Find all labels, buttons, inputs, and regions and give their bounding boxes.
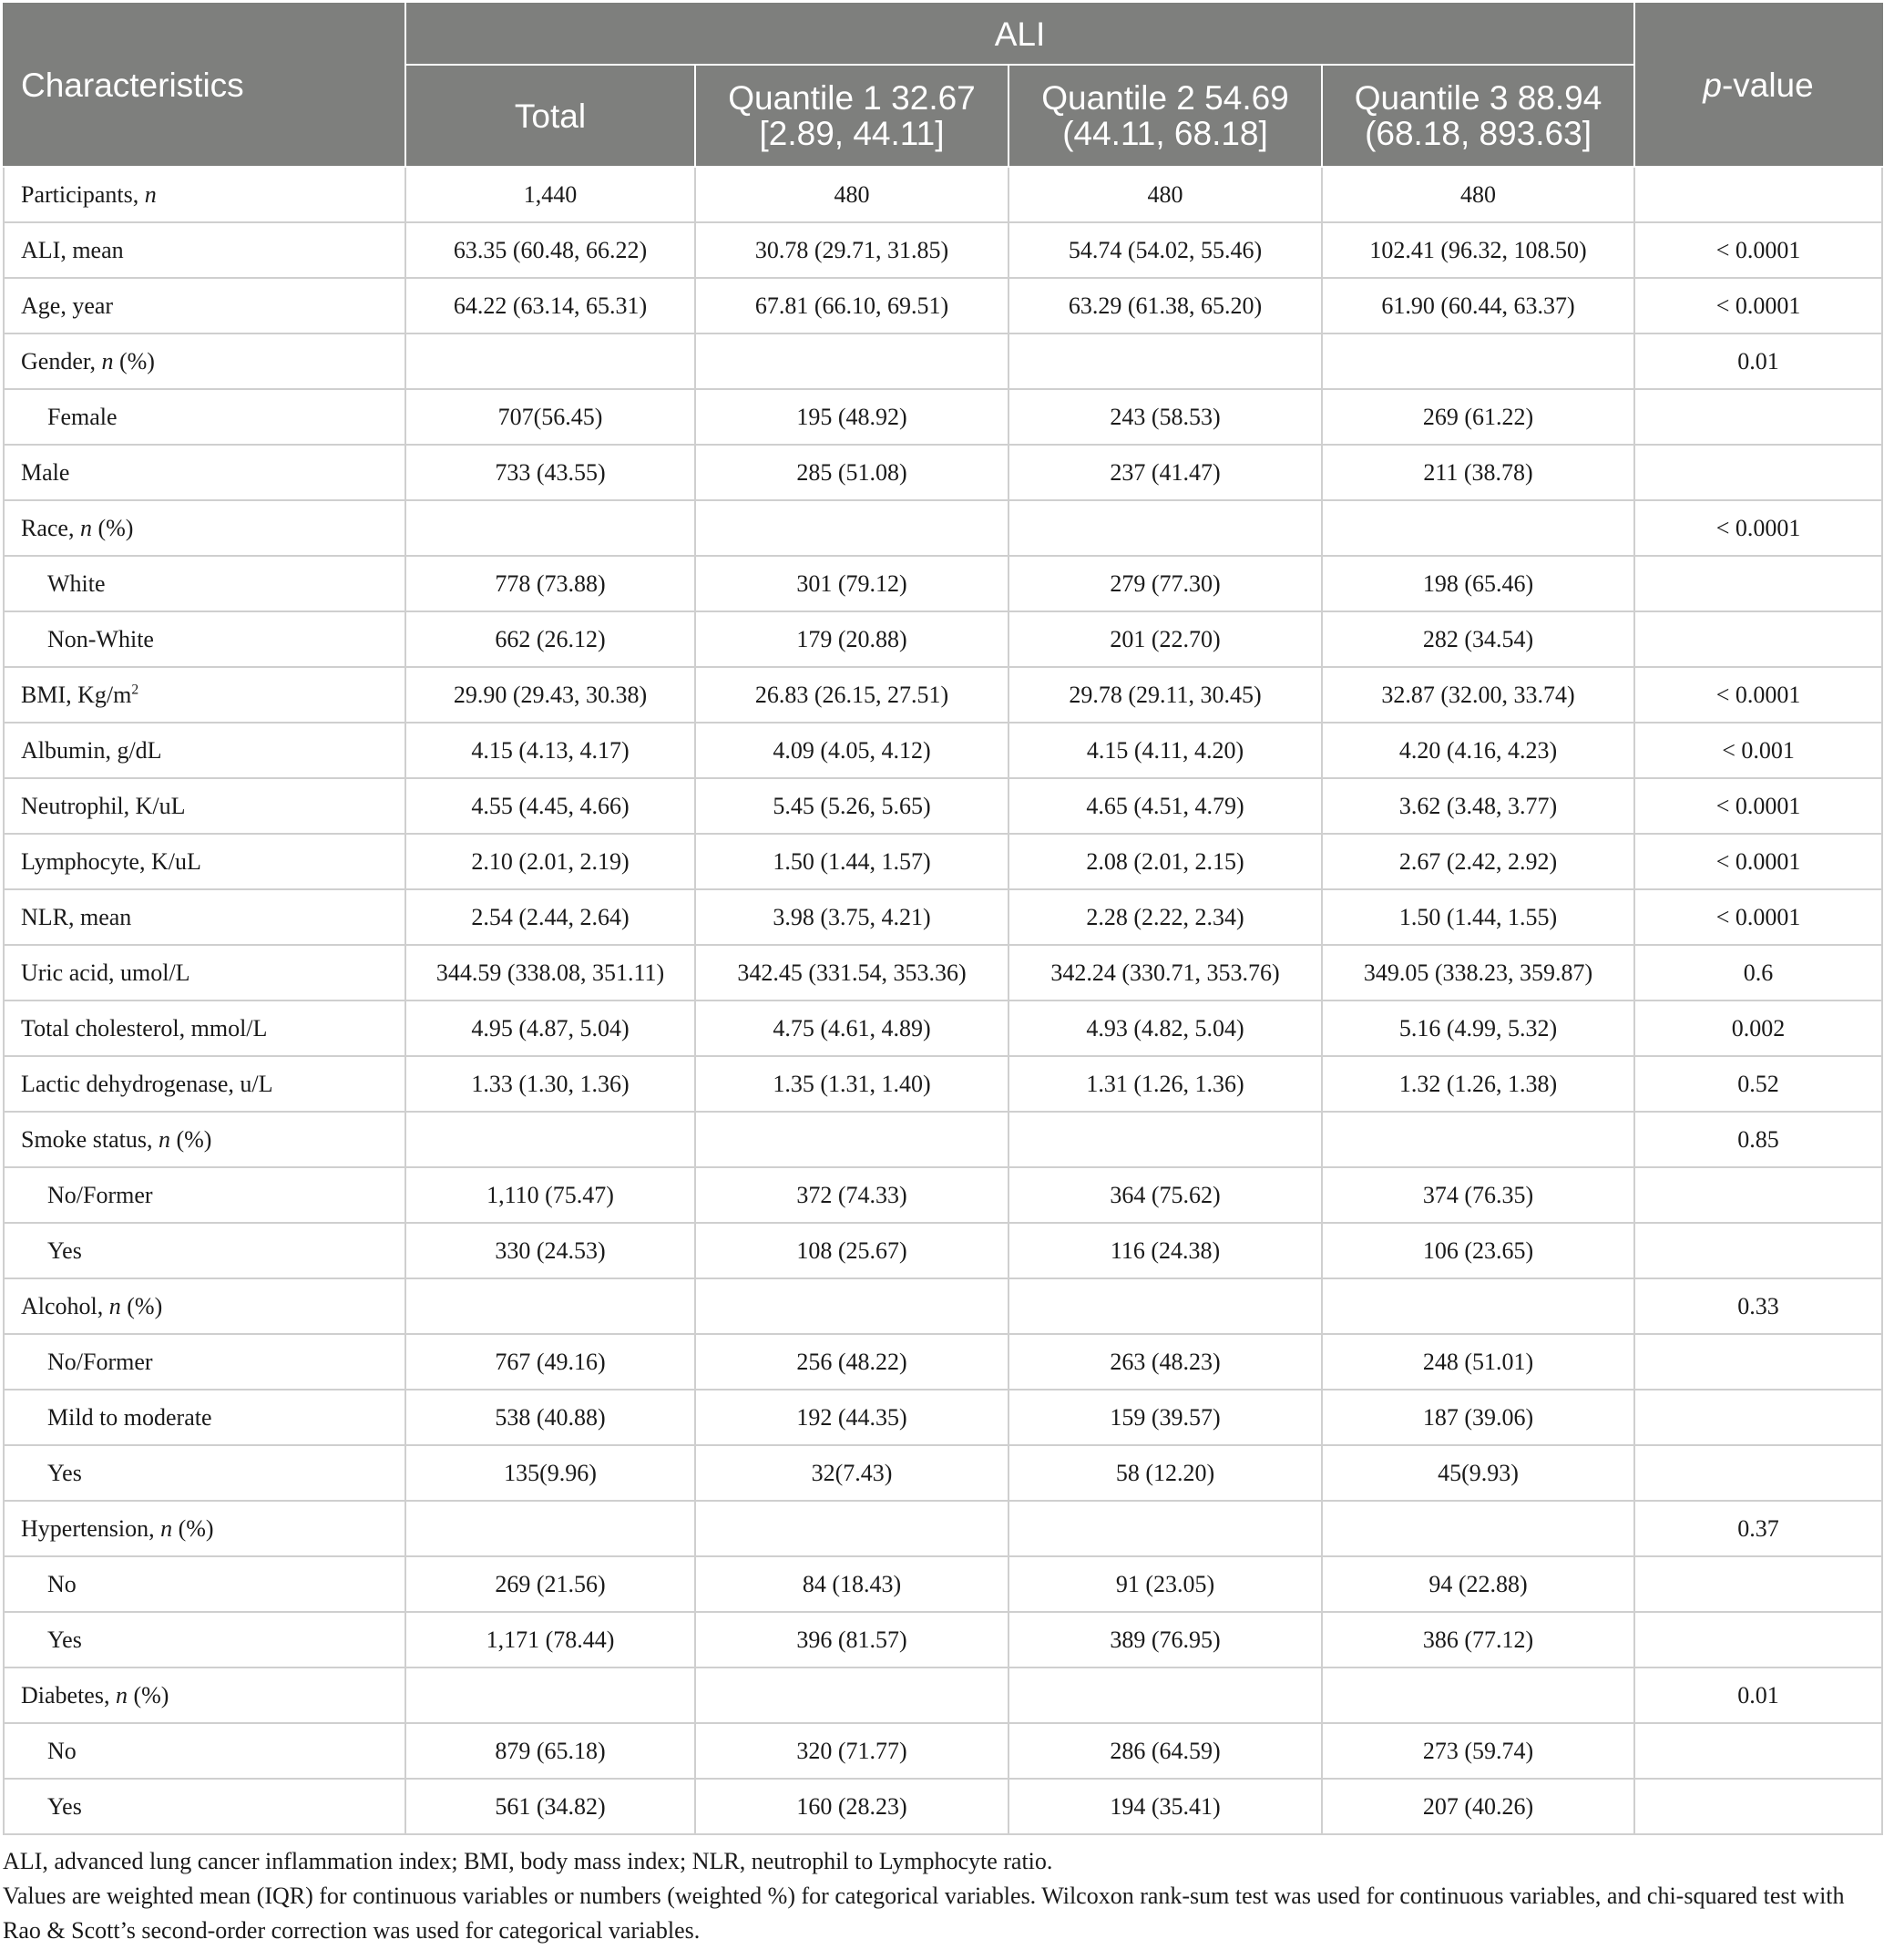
table-row — [4, 556, 1882, 611]
header-q1-line1: Quantile 1 32.67 — [728, 79, 976, 117]
cell-q2: 194 (35.41) — [1009, 1779, 1322, 1834]
cell-p: 0.002 — [1634, 1001, 1882, 1056]
header-ali-group: ALI — [405, 4, 1634, 65]
cell-q2: 159 (39.57) — [1009, 1390, 1322, 1445]
cell-total: 538 (40.88) — [405, 1390, 695, 1445]
header-characteristics: Characteristics — [4, 4, 405, 167]
row-label-text: Total cholesterol, mmol/L — [21, 1014, 268, 1042]
table-row — [4, 723, 1882, 778]
cell-q1: 342.45 (331.54, 353.36) — [695, 945, 1009, 1001]
table-row — [4, 889, 1882, 945]
table-row — [4, 1556, 1882, 1612]
cell-q2 — [1009, 1501, 1322, 1556]
cell-q2: 1.31 (1.26, 1.36) — [1009, 1056, 1322, 1112]
row-label-italic: n — [115, 1681, 128, 1709]
row-label-tail: (%) — [169, 1125, 212, 1153]
cell-q1: 480 — [695, 167, 1009, 222]
cell-p — [1634, 445, 1882, 500]
cell-q1: 4.75 (4.61, 4.89) — [695, 1001, 1009, 1056]
cell-q3 — [1322, 1501, 1634, 1556]
cell-total — [405, 1278, 695, 1334]
header-p-italic: p — [1703, 67, 1722, 104]
cell-q2: 389 (76.95) — [1009, 1612, 1322, 1668]
row-label — [4, 1779, 405, 1834]
cell-q3: 211 (38.78) — [1322, 445, 1634, 500]
cell-q1: 3.98 (3.75, 4.21) — [695, 889, 1009, 945]
cell-p: < 0.0001 — [1634, 667, 1882, 723]
row-label — [4, 1501, 405, 1556]
cell-p: 0.6 — [1634, 945, 1882, 1001]
cell-q2 — [1009, 1668, 1322, 1723]
row-label-text: Lymphocyte, K/uL — [21, 847, 201, 875]
header-total: Total — [405, 65, 695, 167]
row-label-text: Participants, — [21, 180, 145, 208]
cell-q1: 108 (25.67) — [695, 1223, 1009, 1278]
row-label-text: Gender, — [21, 347, 102, 375]
row-label-text: Neutrophil, K/uL — [21, 792, 186, 819]
table-body — [4, 167, 1882, 1834]
row-label-text: Lactic dehydrogenase, u/L — [21, 1070, 273, 1097]
cell-p: 0.85 — [1634, 1112, 1882, 1167]
cell-q3: 2.67 (2.42, 2.92) — [1322, 834, 1634, 889]
table-row — [4, 1390, 1882, 1445]
table-row — [4, 278, 1882, 334]
table-header — [4, 4, 1882, 167]
cell-p — [1634, 167, 1882, 222]
cell-total: 707(56.45) — [405, 389, 695, 445]
row-label — [4, 1334, 405, 1390]
cell-q1: 67.81 (66.10, 69.51) — [695, 278, 1009, 334]
cell-p — [1634, 1556, 1882, 1612]
cell-p: < 0.0001 — [1634, 834, 1882, 889]
row-label-text: BMI, Kg/m — [21, 681, 132, 708]
row-label — [4, 1167, 405, 1223]
row-label-text: Male — [21, 458, 70, 486]
cell-q1: 192 (44.35) — [695, 1390, 1009, 1445]
cell-q1 — [695, 334, 1009, 389]
cell-total: 4.95 (4.87, 5.04) — [405, 1001, 695, 1056]
row-label — [4, 1612, 405, 1668]
row-label — [4, 1668, 405, 1723]
header-q1-line2: [2.89, 44.11] — [759, 115, 945, 152]
cell-q1 — [695, 1112, 1009, 1167]
cell-total: 330 (24.53) — [405, 1223, 695, 1278]
cell-q2: 342.24 (330.71, 353.76) — [1009, 945, 1322, 1001]
cell-total: 1.33 (1.30, 1.36) — [405, 1056, 695, 1112]
table-row — [4, 222, 1882, 278]
row-label-text: Mild to moderate — [47, 1403, 212, 1431]
row-label — [4, 1056, 405, 1112]
cell-q3: 32.87 (32.00, 33.74) — [1322, 667, 1634, 723]
table-row — [4, 1001, 1882, 1056]
cell-q2: 4.93 (4.82, 5.04) — [1009, 1001, 1322, 1056]
cell-p: 0.37 — [1634, 1501, 1882, 1556]
header-quantile-1 — [695, 65, 1009, 167]
header-quantile-2 — [1009, 65, 1322, 167]
cell-p — [1634, 1167, 1882, 1223]
cell-p — [1634, 1723, 1882, 1779]
cell-p: < 0.001 — [1634, 723, 1882, 778]
cell-total: 269 (21.56) — [405, 1556, 695, 1612]
row-label-text: Smoke status, — [21, 1125, 159, 1153]
cell-q1 — [695, 1501, 1009, 1556]
row-label-tail: (%) — [91, 514, 134, 541]
cell-p — [1634, 1334, 1882, 1390]
row-label-tail: (%) — [127, 1681, 169, 1709]
row-label — [4, 556, 405, 611]
row-label-text: ALI, mean — [21, 236, 124, 263]
cell-q1: 195 (48.92) — [695, 389, 1009, 445]
table-row — [4, 945, 1882, 1001]
row-label — [4, 278, 405, 334]
cell-q3 — [1322, 1668, 1634, 1723]
cell-q2 — [1009, 1112, 1322, 1167]
row-label-text: Albumin, g/dL — [21, 736, 162, 764]
table-row — [4, 1167, 1882, 1223]
row-label-text: Yes — [47, 1792, 82, 1820]
cell-q3: 5.16 (4.99, 5.32) — [1322, 1001, 1634, 1056]
cell-total — [405, 1501, 695, 1556]
cell-q3 — [1322, 1278, 1634, 1334]
cell-q1: 372 (74.33) — [695, 1167, 1009, 1223]
row-label — [4, 334, 405, 389]
row-label-text: Age, year — [21, 292, 114, 319]
footnote-methods: Values are weighted mean (IQR) for continuous variables or numbers (weighted %) for categorical variables. Wilcoxon rank-sum test was used for continuous variables, and chi-squared test with Rao & Scott’s second-order correction was used for categorical variables. — [3, 1883, 1845, 1944]
table-row — [4, 334, 1882, 389]
cell-q1: 26.83 (26.15, 27.51) — [695, 667, 1009, 723]
row-label — [4, 222, 405, 278]
cell-q1: 301 (79.12) — [695, 556, 1009, 611]
cell-total: 4.55 (4.45, 4.66) — [405, 778, 695, 834]
cell-q1: 1.35 (1.31, 1.40) — [695, 1056, 1009, 1112]
cell-q2: 58 (12.20) — [1009, 1445, 1322, 1501]
cell-total: 29.90 (29.43, 30.38) — [405, 667, 695, 723]
table-row — [4, 1223, 1882, 1278]
cell-q2: 4.15 (4.11, 4.20) — [1009, 723, 1322, 778]
row-label — [4, 1112, 405, 1167]
table-container — [3, 3, 1881, 1948]
table-row — [4, 1278, 1882, 1334]
table-row — [4, 167, 1882, 222]
cell-total: 733 (43.55) — [405, 445, 695, 500]
table-row — [4, 1723, 1882, 1779]
header-q2-line2: (44.11, 68.18] — [1062, 115, 1268, 152]
row-label — [4, 445, 405, 500]
cell-total: 1,440 — [405, 167, 695, 222]
row-label-text: Uric acid, umol/L — [21, 959, 190, 986]
table-row — [4, 1112, 1882, 1167]
cell-q3: 207 (40.26) — [1322, 1779, 1634, 1834]
row-label — [4, 389, 405, 445]
row-label — [4, 611, 405, 667]
header-p-value — [1634, 4, 1882, 167]
cell-q1: 285 (51.08) — [695, 445, 1009, 500]
cell-p: 0.33 — [1634, 1278, 1882, 1334]
cell-q3: 374 (76.35) — [1322, 1167, 1634, 1223]
cell-q2: 2.08 (2.01, 2.15) — [1009, 834, 1322, 889]
table-row — [4, 778, 1882, 834]
row-label — [4, 500, 405, 556]
table-row — [4, 834, 1882, 889]
cell-q1: 160 (28.23) — [695, 1779, 1009, 1834]
cell-p: < 0.0001 — [1634, 222, 1882, 278]
table-row — [4, 1056, 1882, 1112]
cell-q1: 30.78 (29.71, 31.85) — [695, 222, 1009, 278]
cell-q3: 4.20 (4.16, 4.23) — [1322, 723, 1634, 778]
cell-q2: 286 (64.59) — [1009, 1723, 1322, 1779]
row-label-text: No — [47, 1737, 77, 1764]
table-row — [4, 667, 1882, 723]
cell-q2 — [1009, 1278, 1322, 1334]
row-label-text: Yes — [47, 1626, 82, 1653]
table-row — [4, 1445, 1882, 1501]
row-label-tail: (%) — [120, 1292, 163, 1319]
row-label-text: Hypertension, — [21, 1514, 161, 1542]
row-label — [4, 1001, 405, 1056]
cell-total: 879 (65.18) — [405, 1723, 695, 1779]
cell-total: 1,171 (78.44) — [405, 1612, 695, 1668]
row-label-text: Diabetes, — [21, 1681, 116, 1709]
cell-q3: 45(9.93) — [1322, 1445, 1634, 1501]
cell-total: 662 (26.12) — [405, 611, 695, 667]
table-row — [4, 611, 1882, 667]
cell-q3 — [1322, 1112, 1634, 1167]
row-label-text: Race, — [21, 514, 80, 541]
table-row — [4, 1668, 1882, 1723]
row-label-italic: n — [160, 1514, 173, 1542]
row-label — [4, 667, 405, 723]
cell-total — [405, 334, 695, 389]
row-label-text: No/Former — [47, 1348, 153, 1375]
cell-q3: 480 — [1322, 167, 1634, 222]
cell-q1: 4.09 (4.05, 4.12) — [695, 723, 1009, 778]
cell-q1: 32(7.43) — [695, 1445, 1009, 1501]
row-label-text: Alcohol, — [21, 1292, 109, 1319]
cell-p: < 0.0001 — [1634, 278, 1882, 334]
cell-q3: 349.05 (338.23, 359.87) — [1322, 945, 1634, 1001]
cell-q1: 84 (18.43) — [695, 1556, 1009, 1612]
cell-q2: 91 (23.05) — [1009, 1556, 1322, 1612]
cell-p — [1634, 1612, 1882, 1668]
cell-q1: 320 (71.77) — [695, 1723, 1009, 1779]
footnote-abbreviations: ALI, advanced lung cancer inflammation index; BMI, body mass index; NLR, neutrophil to Lymphocyte ratio. — [3, 1848, 1053, 1874]
cell-p — [1634, 1445, 1882, 1501]
row-label-tail: (%) — [113, 347, 155, 375]
row-label — [4, 1445, 405, 1501]
cell-q1: 179 (20.88) — [695, 611, 1009, 667]
cell-q3: 1.32 (1.26, 1.38) — [1322, 1056, 1634, 1112]
row-label — [4, 1278, 405, 1334]
row-label — [4, 723, 405, 778]
cell-total — [405, 1112, 695, 1167]
cell-q2: 480 — [1009, 167, 1322, 222]
cell-p — [1634, 1390, 1882, 1445]
cell-q1 — [695, 500, 1009, 556]
cell-q1 — [695, 1668, 1009, 1723]
row-label — [4, 1556, 405, 1612]
header-q3-line2: (68.18, 893.63] — [1365, 115, 1592, 152]
cell-p — [1634, 389, 1882, 445]
cell-total: 344.59 (338.08, 351.11) — [405, 945, 695, 1001]
cell-q3: 198 (65.46) — [1322, 556, 1634, 611]
cell-total: 778 (73.88) — [405, 556, 695, 611]
cell-p — [1634, 1223, 1882, 1278]
cell-p — [1634, 1779, 1882, 1834]
header-q3-line1: Quantile 3 88.94 — [1354, 79, 1602, 117]
cell-q2: 54.74 (54.02, 55.46) — [1009, 222, 1322, 278]
row-label — [4, 945, 405, 1001]
cell-q3: 187 (39.06) — [1322, 1390, 1634, 1445]
table-footnotes — [3, 1844, 1881, 1948]
cell-q3: 102.41 (96.32, 108.50) — [1322, 222, 1634, 278]
cell-total: 1,110 (75.47) — [405, 1167, 695, 1223]
row-label-text: Non-White — [47, 625, 154, 652]
row-label-text: Female — [47, 403, 118, 430]
cell-p — [1634, 556, 1882, 611]
cell-q1: 1.50 (1.44, 1.57) — [695, 834, 1009, 889]
cell-total: 63.35 (60.48, 66.22) — [405, 222, 695, 278]
cell-total: 561 (34.82) — [405, 1779, 695, 1834]
cell-q1: 5.45 (5.26, 5.65) — [695, 778, 1009, 834]
cell-q2: 2.28 (2.22, 2.34) — [1009, 889, 1322, 945]
cell-q1: 256 (48.22) — [695, 1334, 1009, 1390]
table-row — [4, 1334, 1882, 1390]
cell-q3 — [1322, 500, 1634, 556]
cell-q1: 396 (81.57) — [695, 1612, 1009, 1668]
row-label-text: Yes — [47, 1237, 82, 1264]
cell-p: 0.52 — [1634, 1056, 1882, 1112]
cell-q2: 263 (48.23) — [1009, 1334, 1322, 1390]
cell-p: < 0.0001 — [1634, 889, 1882, 945]
table-row — [4, 445, 1882, 500]
row-label — [4, 1223, 405, 1278]
header-q2-line1: Quantile 2 54.69 — [1041, 79, 1289, 117]
row-label-text: No/Former — [47, 1181, 153, 1208]
cell-p: 0.01 — [1634, 1668, 1882, 1723]
row-label-text: NLR, mean — [21, 903, 132, 930]
row-label — [4, 889, 405, 945]
row-label — [4, 1723, 405, 1779]
header-quantile-3 — [1322, 65, 1634, 167]
cell-total: 2.54 (2.44, 2.64) — [405, 889, 695, 945]
cell-q3: 1.50 (1.44, 1.55) — [1322, 889, 1634, 945]
table-row — [4, 389, 1882, 445]
row-label-text: White — [47, 570, 106, 597]
row-label-italic: n — [79, 514, 92, 541]
header-p-rest: -value — [1721, 67, 1814, 104]
row-label-text: Yes — [47, 1459, 82, 1486]
table-row — [4, 1612, 1882, 1668]
cell-q2: 116 (24.38) — [1009, 1223, 1322, 1278]
cell-q2: 237 (41.47) — [1009, 445, 1322, 500]
row-label-text: No — [47, 1570, 77, 1597]
cell-q3: 273 (59.74) — [1322, 1723, 1634, 1779]
cell-q2: 279 (77.30) — [1009, 556, 1322, 611]
cell-p: < 0.0001 — [1634, 500, 1882, 556]
row-label-italic: n — [108, 1292, 121, 1319]
cell-q3: 106 (23.65) — [1322, 1223, 1634, 1278]
cell-p — [1634, 611, 1882, 667]
row-label — [4, 834, 405, 889]
cell-total — [405, 1668, 695, 1723]
table-row — [4, 500, 1882, 556]
cell-p: < 0.0001 — [1634, 778, 1882, 834]
row-label-italic: n — [144, 180, 157, 208]
cell-q3: 269 (61.22) — [1322, 389, 1634, 445]
cell-q2: 201 (22.70) — [1009, 611, 1322, 667]
cell-total: 64.22 (63.14, 65.31) — [405, 278, 695, 334]
cell-q3: 248 (51.01) — [1322, 1334, 1634, 1390]
row-label-italic: n — [101, 347, 114, 375]
cell-total: 4.15 (4.13, 4.17) — [405, 723, 695, 778]
cell-q2 — [1009, 500, 1322, 556]
cell-q3 — [1322, 334, 1634, 389]
cell-total: 2.10 (2.01, 2.19) — [405, 834, 695, 889]
row-label-tail: (%) — [172, 1514, 214, 1542]
cell-p: 0.01 — [1634, 334, 1882, 389]
cell-q3: 61.90 (60.44, 63.37) — [1322, 278, 1634, 334]
cell-q3: 282 (34.54) — [1322, 611, 1634, 667]
row-label — [4, 778, 405, 834]
characteristics-table — [3, 3, 1883, 1835]
cell-q2: 29.78 (29.11, 30.45) — [1009, 667, 1322, 723]
cell-q3: 94 (22.88) — [1322, 1556, 1634, 1612]
table-row — [4, 1779, 1882, 1834]
cell-q1 — [695, 1278, 1009, 1334]
row-label-italic: n — [158, 1125, 170, 1153]
row-label — [4, 167, 405, 222]
cell-total — [405, 500, 695, 556]
cell-q3: 3.62 (3.48, 3.77) — [1322, 778, 1634, 834]
cell-q2: 63.29 (61.38, 65.20) — [1009, 278, 1322, 334]
cell-q3: 386 (77.12) — [1322, 1612, 1634, 1668]
cell-q2: 364 (75.62) — [1009, 1167, 1322, 1223]
cell-q2: 4.65 (4.51, 4.79) — [1009, 778, 1322, 834]
cell-total: 767 (49.16) — [405, 1334, 695, 1390]
row-label — [4, 1390, 405, 1445]
cell-q2: 243 (58.53) — [1009, 389, 1322, 445]
cell-q2 — [1009, 334, 1322, 389]
table-row — [4, 1501, 1882, 1556]
row-label-superscript: 2 — [131, 681, 139, 697]
cell-total: 135(9.96) — [405, 1445, 695, 1501]
